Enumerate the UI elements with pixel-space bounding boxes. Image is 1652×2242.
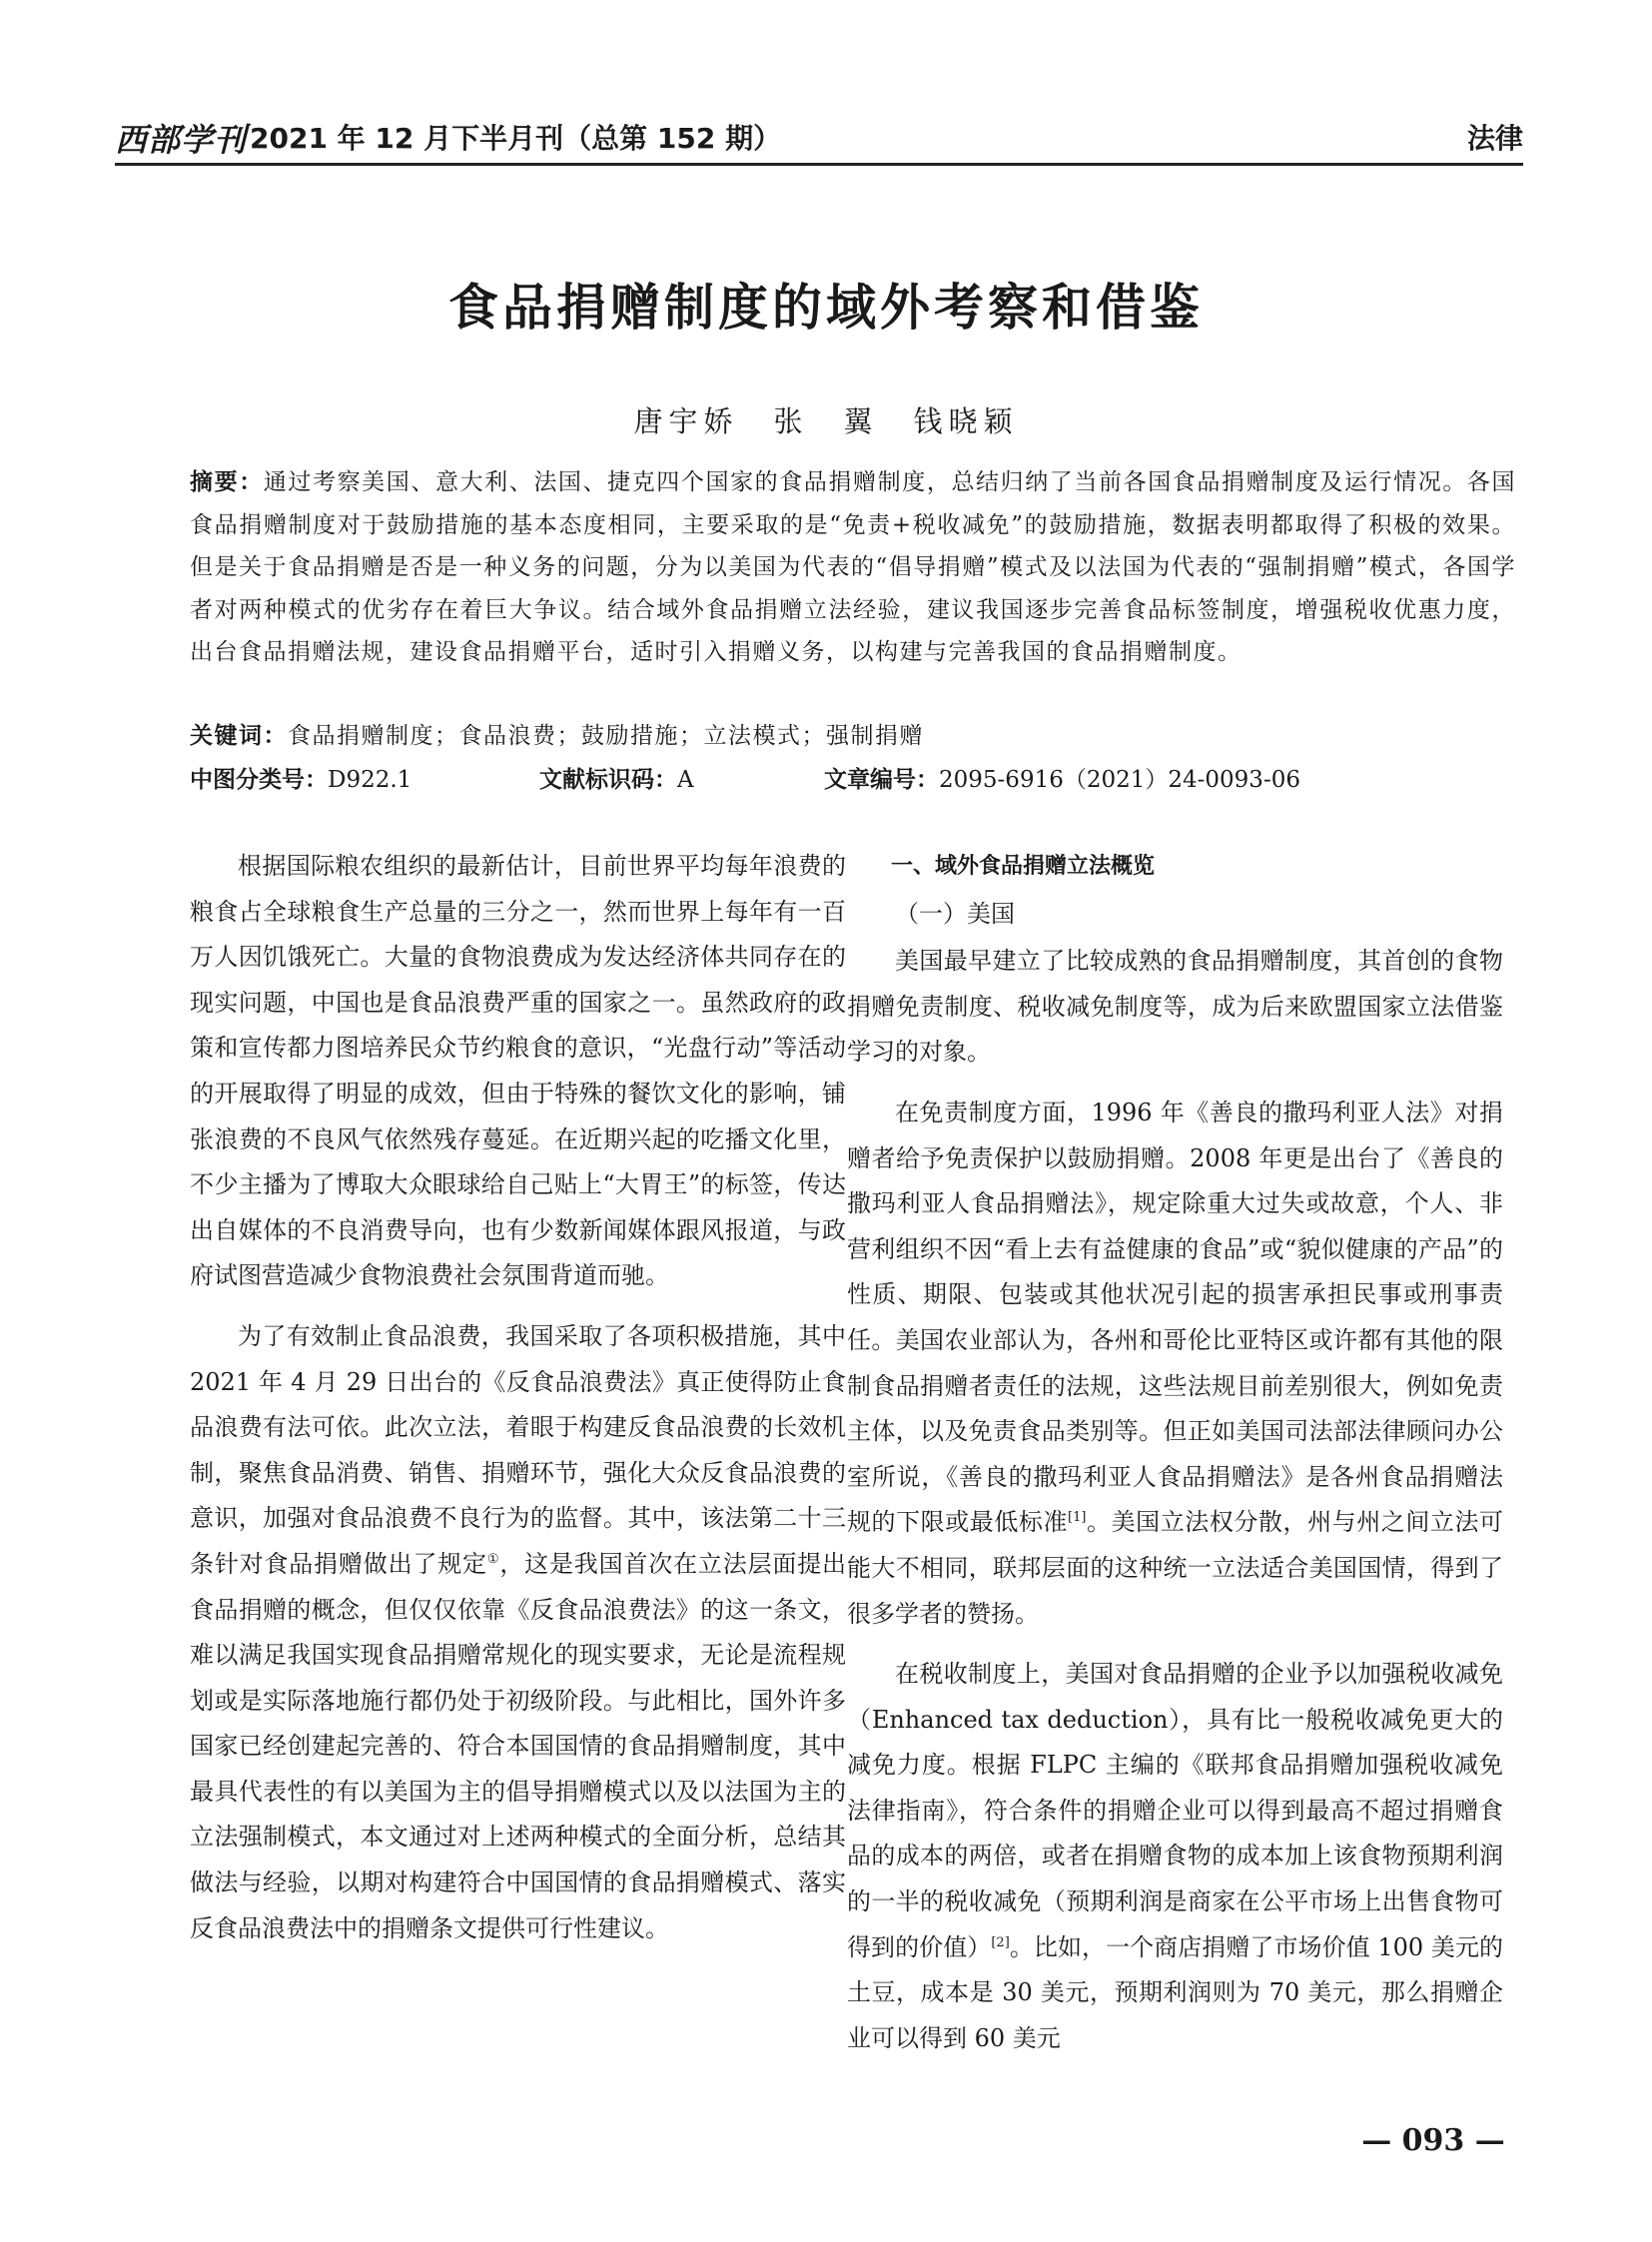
document-code [539, 761, 694, 794]
paragraph-text: 在税收制度上，美国对食品捐赠的企业予以加强税收减免（Enhanced tax deduction），具有比一般税收减免更大的减免力度。根据 FLPC 主编的《联邦食品捐赠加强税收减免法律指南》，符合条件的捐赠企业可以得到最高不超过捐赠食品的成本的两倍，或者在捐赠食物的成本加上该食物预期利润的一半的税收减免（预期利润是商家在公平市场上出售食物可得到的价值） [847, 1660, 1503, 1961]
body-paragraph: 根据国际粮农组织的最新估计，目前世界平均每年浪费的粮食占全球粮食生产总量的三分之一，然而世界上每年有一百万人因饥饿死亡。大量的食物浪费成为发达经济体共同存在的现实问题，中国也是食品浪费严重的国家之一。虽然政府的政策和宣传都力图培养民众节约粮食的意识，“光盘行动”等活动的开展取得了明显的成效，但由于特殊的餐饮文化的影响，铺张浪费的不良风气依然残存蔓延。在近期兴起的吃播文化里，不少主播为了博取大众眼球给自己贴上“大胃王”的标签，传达出自媒体的不良消费导向，也有少数新闻媒体跟风报道，与政府试图营造减少食物浪费社会氛围背道而驰。 [190, 852, 846, 1290]
article-title: 食品捐赠制度的域外考察和借鉴 [448, 279, 1204, 337]
paragraph-text: 为了有效制止食品浪费，我国采取了各项积极措施，其中 2021 年 4 月 29 日出台的《反食品浪费法》真正使得防止食品浪费有法可依。此次立法，着眼于构建反食品浪费的长效机制，聚焦食品消费、销售、捐赠环节，强化大众反食品浪费的意识，加强对食品浪费不良行为的监督。其中，该法第二十三条针对食品捐赠做出了规定 [190, 1321, 846, 1578]
clc-value: D922.1 [328, 767, 413, 793]
header-divider [115, 163, 1523, 166]
keywords-label: 关键词： [190, 723, 288, 749]
paragraph-text: 。比如，一个商店捐赠了市场价值 100 美元的土豆，成本是 30 美元，预期利润则为 70 美元，那么捐赠企业可以得到 60 美元 [847, 1932, 1504, 2052]
abstract-label: 摘要： [190, 469, 264, 495]
paragraph-text: 。美国立法权分散，州与州之间立法可能大不相同，联邦层面的这种统一立法适合美国国情，得到了很多学者的赞扬。 [847, 1508, 1503, 1628]
running-header [115, 115, 1523, 159]
body-paragraph: 美国最早建立了比较成熟的食品捐赠制度，其首创的食物捐赠免责制度、税收减免制度等，成为后来欧盟国家立法借鉴学习的对象。 [847, 947, 1503, 1067]
classification-line [190, 761, 1516, 797]
abstract-text: 通过考察美国、意大利、法国、捷克四个国家的食品捐赠制度，总结归纳了当前各国食品捐赠制度及运行情况。各国食品捐赠制度对于鼓励措施的基本态度相同，主要采取的是“免责+税收减免”的鼓励措施，数据表明都取得了积极的效果。但是关于食品捐赠是否是一种义务的问题，分为以美国为代表的“倡导捐赠”模式及以法国为代表的“强制捐赠”模式，各国学者对两种模式的优劣存在着巨大争议。结合域外食品捐赠立法经验，建议我国逐步完善食品标签制度，增强税收优惠力度，出台食品捐赠法规，建设食品捐赠平台，适时引入捐赠义务，以构建与完善我国的食品捐赠制度。 [190, 469, 1517, 665]
paragraph-text: 在免责制度方面，1996 年《善良的撒玛利亚人法》对捐赠者给予免责保护以鼓励捐赠。2008 年更是出台了《善良的撒玛利亚人食品捐赠法》，规定除重大过失或故意，个人、非营利组织不因“看上去有益健康的食品”或“貌似健康的产品”的性质、期限、包装或其他状况引起的损害承担民事或刑事责任。美国农业部认为，各州和哥伦比亚特区或许都有其他的限制食品捐赠者责任的法规，这些法规目前差别很大，例如免责主体，以及免责食品类别等。但正如美国司法部法律顾问办公室所说，《善良的撒玛利亚人食品捐赠法》是各州食品捐赠法规的下限或最低标准 [847, 1098, 1503, 1537]
article-no-label: 文章编号： [824, 767, 939, 793]
citation-marker: [1] [1068, 1510, 1087, 1526]
citation-marker: [2] [991, 1934, 1010, 1950]
doc-code-value: A [677, 767, 694, 793]
doc-code-label: 文献标识码： [539, 767, 677, 793]
journal-logo: 西部学刊 [115, 121, 248, 159]
body-paragraph [190, 1314, 846, 1951]
issue-info: 2021 年 12 月下半月刊（总第 152 期） [250, 122, 782, 155]
paragraph-text: ，这是我国首次在立法层面提出食品捐赠的概念，但仅仅依靠《反食品浪费法》的这一条文，难以满足我国实现食品捐赠常规化的现实要求，无论是流程规划或是实际落地施行都仍处于初级阶段。与此相比，国外许多国家已经创建起完善的、符合本国国情的食品捐赠制度，其中最具代表性的有以美国为主的倡导捐赠模式以及以法国为主的立法强制模式，本文通过对上述两种模式的全面分析，总结其做法与经验，以期对构建符合中国国情的食品捐赠模式、落实反食品浪费法中的捐赠条文提供可行性建议。 [190, 1549, 847, 1942]
article-authors: 唐宇娇 张 翼 钱晓颖 [633, 404, 1019, 438]
clc-number [190, 761, 412, 794]
body-left-column [190, 844, 846, 1966]
clc-label: 中图分类号： [190, 767, 328, 793]
article-number [824, 761, 1300, 794]
body-paragraph [847, 1652, 1503, 2061]
keywords [190, 717, 1516, 750]
abstract [190, 461, 1516, 674]
subsection-heading: （一）美国 [895, 899, 1015, 928]
body-right-column [847, 844, 1503, 2076]
page-number: — 093 — [1361, 2123, 1505, 2158]
body-paragraph [847, 1091, 1503, 1637]
section-heading: 一、域外食品捐赠立法概览 [891, 854, 1156, 879]
article-no-value: 2095-6916（2021）24-0093-06 [939, 767, 1300, 793]
section-label: 法律 [1466, 122, 1523, 155]
footnote-marker: ① [486, 1551, 500, 1567]
keywords-text: 食品捐赠制度；食品浪费；鼓励措施；立法模式；强制捐赠 [288, 723, 924, 749]
